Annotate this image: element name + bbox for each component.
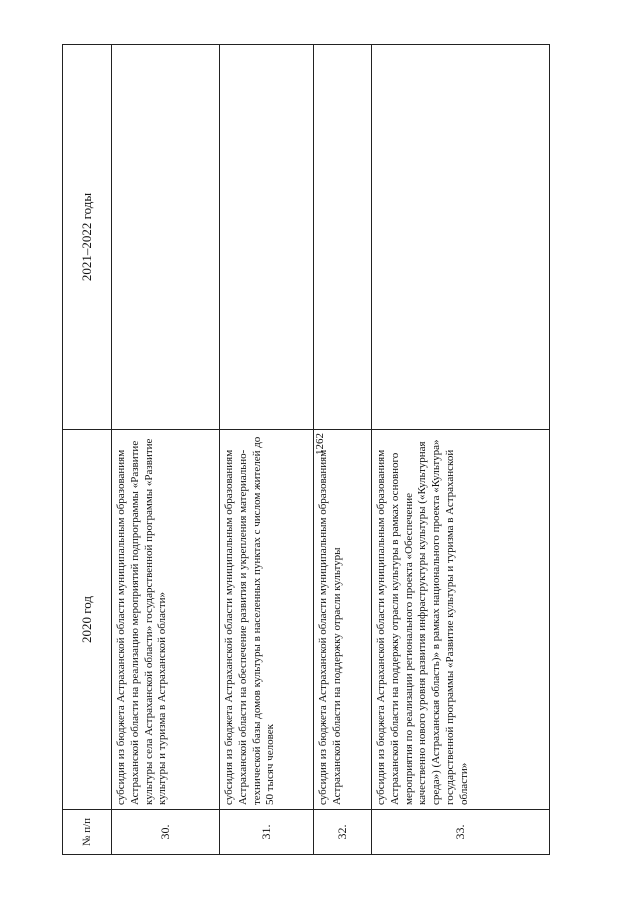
row-num: 32. xyxy=(314,810,372,855)
row-text-2021-2022 xyxy=(112,45,220,430)
row-num: 31. xyxy=(220,810,314,855)
page-number-text: 1262 xyxy=(313,433,326,455)
row-text-2020: субсидия из бюджета Астраханской области муниципальным образованиям Астраханской области на обеспечение развития и укрепления материально-технической базы домов культуры в населенных пунктах с числом жителей до 50 тысяч человек xyxy=(220,430,314,810)
rotated-table-container xyxy=(62,45,549,855)
header-num: № п/п xyxy=(63,810,112,855)
table-header-row xyxy=(63,45,112,855)
row-text-2021-2022 xyxy=(314,45,372,430)
row-text-2021-2022 xyxy=(220,45,314,430)
subsidy-table xyxy=(62,44,550,855)
row-text-2020: субсидия из бюджета Астраханской области муниципальным образованиям Астраханской области на поддержку отрасли культуры в рамках основного мероприятия по реализации регионального проекта «Обеспечение качественно нового уровня развития инфраструктуры культуры («Культурная среда») (Астраханская область)» в рамках национального проекта «Культура» государственной программы «Развитие культуры и туризма в Астраханской области» xyxy=(372,430,550,810)
table-row xyxy=(314,45,372,855)
row-num: 30. xyxy=(112,810,220,855)
header-2020: 2020 год xyxy=(63,430,112,810)
row-text-2020: субсидия из бюджета Астраханской области муниципальным образованиям Астраханской области на поддержку отрасли культуры xyxy=(314,430,372,810)
row-num: 33. xyxy=(372,810,550,855)
table-row xyxy=(220,45,314,855)
table-row xyxy=(112,45,220,855)
row-text-2020: субсидия из бюджета Астраханской области муниципальным образованиям Астраханской области на реализацию мероприятий подпрограммы «Развитие культуры села Астраханской области» государственной программы «Развитие культуры и туризма в Астраханской области» xyxy=(112,430,220,810)
header-2021-2022: 2021–2022 годы xyxy=(63,45,112,430)
table-row xyxy=(372,45,550,855)
row-text-2021-2022 xyxy=(372,45,550,430)
